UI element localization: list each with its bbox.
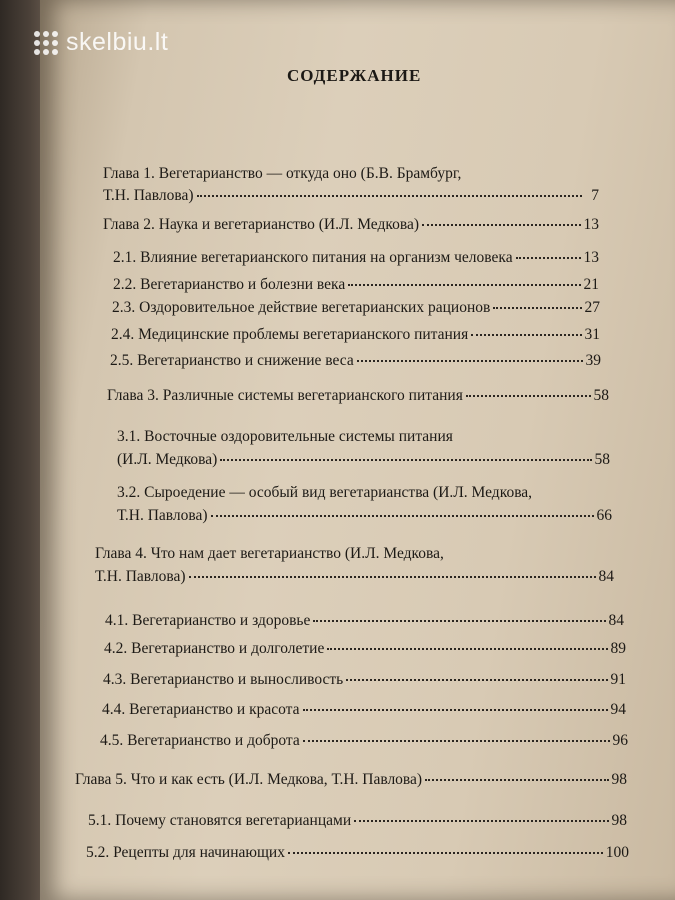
toc-page-number: 58 bbox=[594, 451, 610, 468]
toc-entry-text: 2.4. Медицинские проблемы вегетарианского питания bbox=[111, 326, 469, 343]
dot-leader bbox=[425, 779, 608, 781]
dot-leader bbox=[313, 620, 605, 622]
toc-entry-ch4 bbox=[95, 545, 614, 586]
toc-entry-text: 2.5. Вегетарианство и снижение веса bbox=[110, 352, 354, 369]
toc-page-number: 84 bbox=[598, 568, 614, 585]
toc-entry-text: Глава 2. Наука и вегетарианство (И.Л. Медкова) bbox=[103, 216, 420, 233]
toc-entry-text: 5.2. Рецепты для начинающих bbox=[86, 844, 285, 861]
toc-entry-3-1 bbox=[117, 428, 610, 469]
watermark-text: skelbiu.lt bbox=[66, 28, 169, 56]
watermark bbox=[34, 28, 168, 57]
toc-page-number: 31 bbox=[584, 326, 600, 343]
toc-entry-4-1 bbox=[105, 612, 624, 630]
toc-page-number: 91 bbox=[610, 671, 626, 688]
toc-entry-text: 4.1. Вегетарианство и здоровье bbox=[105, 612, 311, 629]
toc-entry-4-4 bbox=[102, 701, 626, 719]
toc-entry-text-line1: Глава 4. Что нам дает вегетарианство (И.Л. Медкова, bbox=[95, 545, 444, 562]
toc-entry-ch3 bbox=[107, 387, 609, 405]
toc-page-number: 21 bbox=[583, 276, 599, 293]
toc-entry-5-1 bbox=[88, 812, 627, 830]
dot-leader bbox=[211, 515, 594, 517]
toc-page-number: 13 bbox=[583, 216, 599, 233]
toc-page-number: 39 bbox=[585, 352, 601, 369]
toc-entry-4-2 bbox=[104, 640, 626, 658]
toc-entry-text: Т.Н. Павлова) bbox=[103, 187, 194, 204]
toc-page-number: 94 bbox=[610, 701, 626, 718]
toc-entry-4-3 bbox=[103, 671, 626, 689]
dot-leader bbox=[466, 395, 591, 397]
dot-leader bbox=[303, 740, 610, 742]
dot-leader bbox=[220, 459, 591, 461]
toc-entry-2-4 bbox=[111, 326, 600, 344]
dot-leader bbox=[354, 820, 608, 822]
toc-entry-2-2 bbox=[113, 276, 599, 294]
toc-entry-text: Глава 3. Различные системы вегетарианского питания bbox=[107, 387, 463, 404]
toc-entry-4-5 bbox=[100, 732, 628, 750]
toc-entry-text: Глава 5. Что и как есть (И.Л. Медкова, Т.Н. Павлова) bbox=[75, 771, 423, 788]
dot-leader bbox=[303, 709, 608, 711]
dot-leader bbox=[422, 224, 580, 226]
toc-page-number: 84 bbox=[608, 612, 624, 629]
toc-page-number: 98 bbox=[611, 812, 627, 829]
dot-leader bbox=[197, 195, 582, 197]
toc-entry-text: Т.Н. Павлова) bbox=[117, 507, 208, 524]
toc-entry-text: (И.Л. Медкова) bbox=[117, 451, 218, 468]
toc-entry-text: 2.2. Вегетарианство и болезни века bbox=[113, 276, 346, 293]
toc-entry-text-line1: Глава 1. Вегетарианство — откуда оно (Б.В. Брамбург, bbox=[103, 165, 462, 182]
dot-leader bbox=[471, 334, 581, 336]
toc-page-number: 7 bbox=[591, 187, 599, 204]
toc-page-number: 100 bbox=[605, 844, 629, 861]
page-title: СОДЕРЖАНИЕ bbox=[287, 66, 422, 85]
dot-leader bbox=[516, 257, 581, 259]
toc-entry-text: 4.5. Вегетарианство и доброта bbox=[100, 732, 300, 749]
dot-leader bbox=[346, 679, 607, 681]
toc-entry-text: 4.3. Вегетарианство и выносливость bbox=[103, 671, 344, 688]
toc-page-number: 98 bbox=[611, 771, 627, 788]
dot-leader bbox=[288, 852, 603, 854]
toc-entry-3-2 bbox=[117, 484, 612, 525]
toc-entry-2-1 bbox=[113, 249, 599, 267]
dot-grid-logo-icon bbox=[34, 31, 58, 55]
toc-page-number: 27 bbox=[584, 299, 600, 316]
toc-entry-text: 4.2. Вегетарианство и долголетие bbox=[104, 640, 325, 657]
toc-entry-text-line1: 3.2. Сыроедение — особый вид вегетарианства (И.Л. Медкова, bbox=[117, 484, 533, 501]
toc-entry-text-line1: 3.1. Восточные оздоровительные системы питания bbox=[117, 428, 453, 445]
toc-entry-text: Т.Н. Павлова) bbox=[95, 568, 186, 585]
toc-page-number: 58 bbox=[593, 387, 609, 404]
dot-leader bbox=[327, 648, 607, 650]
dot-leader bbox=[357, 360, 583, 362]
toc-entry-ch5 bbox=[75, 771, 627, 789]
toc-entry-text: 4.4. Вегетарианство и красота bbox=[102, 701, 300, 718]
toc-entry-2-3 bbox=[112, 299, 600, 317]
toc-page-number: 13 bbox=[583, 249, 599, 266]
toc-entry-text: 2.3. Оздоровительное действие вегетарианских рационов bbox=[112, 299, 491, 316]
dot-leader bbox=[493, 307, 581, 309]
toc-entry-5-2 bbox=[86, 844, 629, 862]
toc-entry-text: 2.1. Влияние вегетарианского питания на организм человека bbox=[113, 249, 513, 266]
dot-leader bbox=[189, 576, 596, 578]
toc-entry-ch1 bbox=[103, 165, 599, 205]
toc-page-number: 89 bbox=[610, 640, 626, 657]
toc-entry-text: 5.1. Почему становятся вегетарианцами bbox=[88, 812, 352, 829]
toc-entry-2-5 bbox=[110, 352, 601, 370]
toc-entry-ch2 bbox=[103, 216, 599, 234]
toc-page-number: 66 bbox=[596, 507, 612, 524]
dot-leader bbox=[348, 284, 580, 286]
toc-page-number: 96 bbox=[612, 732, 628, 749]
